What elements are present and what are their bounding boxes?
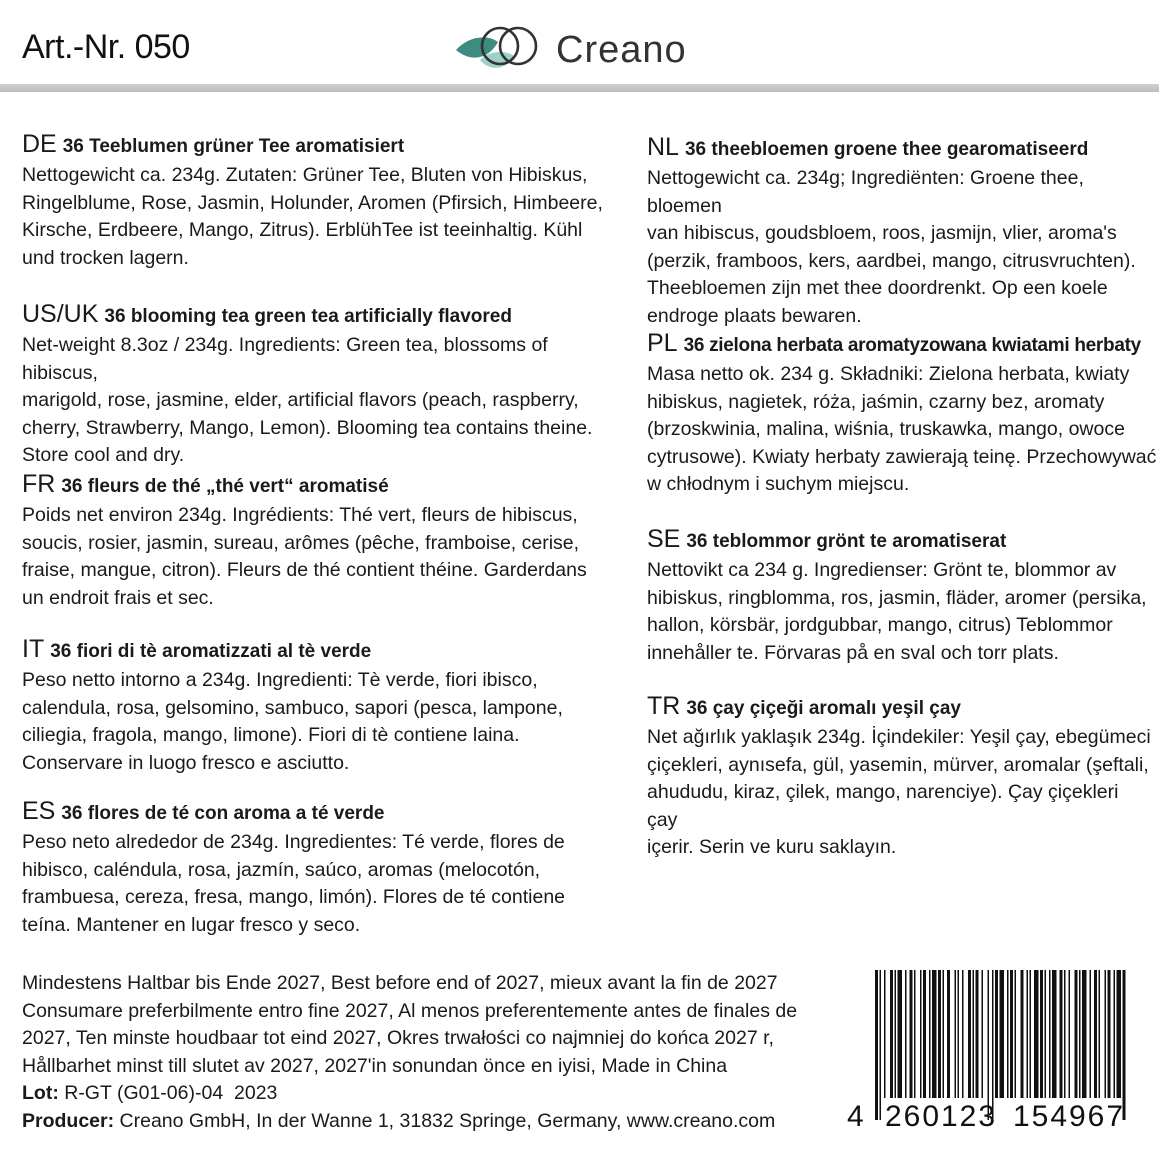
section-title: 36 blooming tea green tea artificially flavored [104,306,512,327]
section-tr [647,692,1152,862]
barcode-bar [1034,970,1039,1098]
section-title: 36 çay çiçeği aromalı yeşil çay [686,698,961,719]
barcode-bar [920,970,922,1098]
leaf-rings-logo-icon [454,20,546,80]
barcode-bar [875,970,878,1120]
section-title: 36 teblommor grönt te aromatiserat [686,531,1007,552]
header-divider [0,84,1159,92]
barcode-bar [923,970,926,1098]
barcode-bar [1007,970,1009,1098]
barcode-bar [1099,970,1101,1098]
lot-value: R-GT (G01-06)-04 2023 [58,1082,278,1104]
barcode-bar [955,970,957,1098]
section-title: 36 flores de té con aroma a té verde [61,803,385,824]
footer-info [22,970,812,1135]
barcode-bar [1094,970,1097,1098]
barcode [845,970,1135,1130]
barcode-bar [1114,970,1116,1098]
barcode-bar [968,970,971,1098]
section-title: 36 fleurs de thé „thé vert“ aromatisé [61,476,389,497]
lang-code: SE [647,525,681,553]
barcode-bar [1069,970,1071,1098]
barcode-bar [943,970,945,1098]
barcode-bar [1064,970,1066,1098]
best-before-text: Mindestens Haltbar bis Ende 2027, Best before end of 2027, mieux avant la fin de 2027 Consumare preferbilmente entro fine 2027, Al menos preferentemente antes de finales de 2027, Ten minste houdbaar tot eind 2027, Okres trwałości co najmniej do końca 2027 r, Hållbarhet minst till slutet av 2027, 2027'in sonundan önce en iyisi, Made in China [22,972,798,1077]
section-nl [647,133,1152,330]
section-body: Net-weight 8.3oz / 234g. Ingredients: Green tea, blossoms of hibiscus, marigold, rose, jasmine, elder, artificial flavors (peach, raspberry, cherry, Strawberry, Mango, Lemon). Blooming tea contains theine. Store cool and dry. [22,334,593,466]
barcode-bar [932,970,937,1098]
barcode-bar [995,970,998,1098]
barcode-bar [880,970,882,1120]
lang-code: PL [647,329,678,357]
lang-code: IT [22,635,45,663]
barcode-bar [884,970,886,1098]
section-body: Nettovikt ca 234 g. Ingredienser: Grönt te, blommor av hibiskus, ringblomma, ros, jasmin, fläder, aromer (persika, hallon, körsbär, jordgubbar, mango, citrus) Teblommor innehåller te. Förvaras på en sval och torr plats. [647,559,1147,664]
barcode-bar [1049,970,1051,1098]
section-us-uk [22,300,622,470]
lang-code: DE [22,130,57,158]
section-it [22,635,622,777]
barcode-group-2: 154967 [1013,1100,1123,1130]
section-title: 36 Teeblumen grüner Tee aromatisiert [62,136,405,157]
barcode-bar [947,970,950,1098]
barcode-bar [962,970,964,1098]
section-se [647,525,1152,667]
section-de [22,130,622,272]
barcode-bar [1123,970,1126,1120]
section-body: Poids net environ 234g. Ingrédients: Thé vert, fleurs de hibiscus, soucis, rosier, jasmin, sureau, arômes (pêche, framboise, cerise, fraise, mangue, citron). Fleurs de thé contient théine. Garderdans un endroit frais et sec. [22,504,587,609]
section-fr [22,470,622,612]
section-title: 36 fiori di tè aromatizzati al tè verde [50,641,372,662]
barcode-bar [1052,970,1057,1098]
section-es [22,797,622,939]
barcode-bar [898,970,903,1098]
producer-line [22,1108,812,1136]
section-pl [647,329,1157,499]
lang-code: ES [22,797,56,825]
lot-label: Lot: [22,1082,59,1104]
barcode-bar [895,970,897,1098]
barcode-bar [1090,970,1092,1098]
section-body: Masa netto ok. 234 g. Składniki: Zielona herbata, kwiaty hibiskus, nagietek, róża, jaśmin, czarny bez, aromaty (brzoskwinia, malina, wiśnia, truskawka, mango, owoce cytrusowe). Kwiaty herbaty zawierają teinę. Przechowywać w chłodnym i suchym miejscu. [647,363,1157,495]
article-number: Art.-Nr. 050 [22,28,190,66]
lang-code: FR [22,470,56,498]
barcode-bar [982,970,984,1098]
barcode-bar [988,970,990,1120]
section-title: 36 zielona herbata aromatyzowana kwiatami herbaty [683,335,1141,356]
barcode-bar [1117,970,1122,1098]
barcode-bar [1027,970,1029,1098]
barcode-bar [1105,970,1107,1098]
section-body: Nettogewicht ca. 234g. Zutaten: Grüner Tee, Bluten von Hibiskus, Ringelblume, Rose, Jasmin, Holunder, Aromen (Pfirsich, Himbeere, Kirsche, Erdbeere, Mango, Zitrus). ErblühTee ist teeinhaltig. Kühl und trocken lagern. [22,164,603,269]
section-body: Peso netto intorno a 234g. Ingredienti: Tè verde, fiori ibisco, calendula, rosa, gelsomino, sambuco, sapori (pesca, lampone, ciliegia, fragola, mango, limone). Fiori di tè contiene laina. Conservare in luogo fresco e asciutto. [22,669,563,774]
lang-code: US/UK [22,300,99,328]
barcode-bar [1021,970,1024,1098]
section-title: 36 theebloemen groene thee gearomatiseerd [684,139,1089,160]
section-body: Nettogewicht ca. 234g; Ingrediënten: Groene thee, bloemen van hibiscus, goudsbloem, roos, jasmijn, vlier, aroma's (perzik, framboos, kers, aardbei, mango, citrusvruchten). Theebloemen zijn met thee doordrenkt. Op een koele endroge plaats bewaren. [647,167,1136,327]
lang-code: TR [647,692,681,720]
barcode-bar [1010,970,1013,1098]
barcode-group-1: 260123 [885,1100,995,1130]
lang-code: NL [647,133,679,161]
barcode-bar [890,970,893,1098]
producer-value: Creano GmbH, In der Wanne 1, 31832 Springe, Germany, www.creano.com [114,1109,776,1132]
brand-name: Creano [556,28,687,71]
barcode-bar [1045,970,1047,1098]
section-body: Peso neto alrededor de 234g. Ingredientes: Té verde, flores de hibisco, caléndula, rosa, jazmín, saúco, aromas (melocotón, frambuesa, cereza, fresa, mango, limón). Flores de té contiene teína. Mantener en lugar fresco y seco. [22,831,566,936]
barcode-bar [976,970,979,1098]
barcode-bar [1060,970,1063,1098]
section-body: Net ağırlık yaklaşık 234g. İçindekiler: Yeşil çay, ebegümeci çiçekleri, aynısefa, gül, yasemin, mürver, aromalar (şeftali, ahududu, kiraz, çilek, mango, narenciye). Çay çiçekleri çay içerir. Serin ve kuru saklayın. [647,726,1151,858]
barcode-bar [938,970,941,1098]
barcode-bar [1082,970,1087,1098]
barcode-bar [1030,970,1032,1098]
barcode-bar [1000,970,1005,1098]
barcode-bar [929,970,931,1098]
lot-line [22,1080,812,1108]
barcode-bar [1040,970,1043,1098]
barcode-bar [910,970,913,1098]
barcode-bar [973,970,975,1098]
barcode-bar [1108,970,1111,1098]
barcode-bar [992,970,994,1120]
producer-label: Producer: [22,1109,115,1132]
barcode-bar [905,970,907,1098]
barcode-bar [1079,970,1081,1098]
barcode-bar [1075,970,1078,1098]
brand-logo [454,20,687,80]
barcode-bar [958,970,960,1098]
barcode-bars [875,970,1126,1120]
barcode-bar [1015,970,1017,1098]
barcode-bar [914,970,916,1098]
barcode-first-digit: 4 [847,1100,864,1130]
